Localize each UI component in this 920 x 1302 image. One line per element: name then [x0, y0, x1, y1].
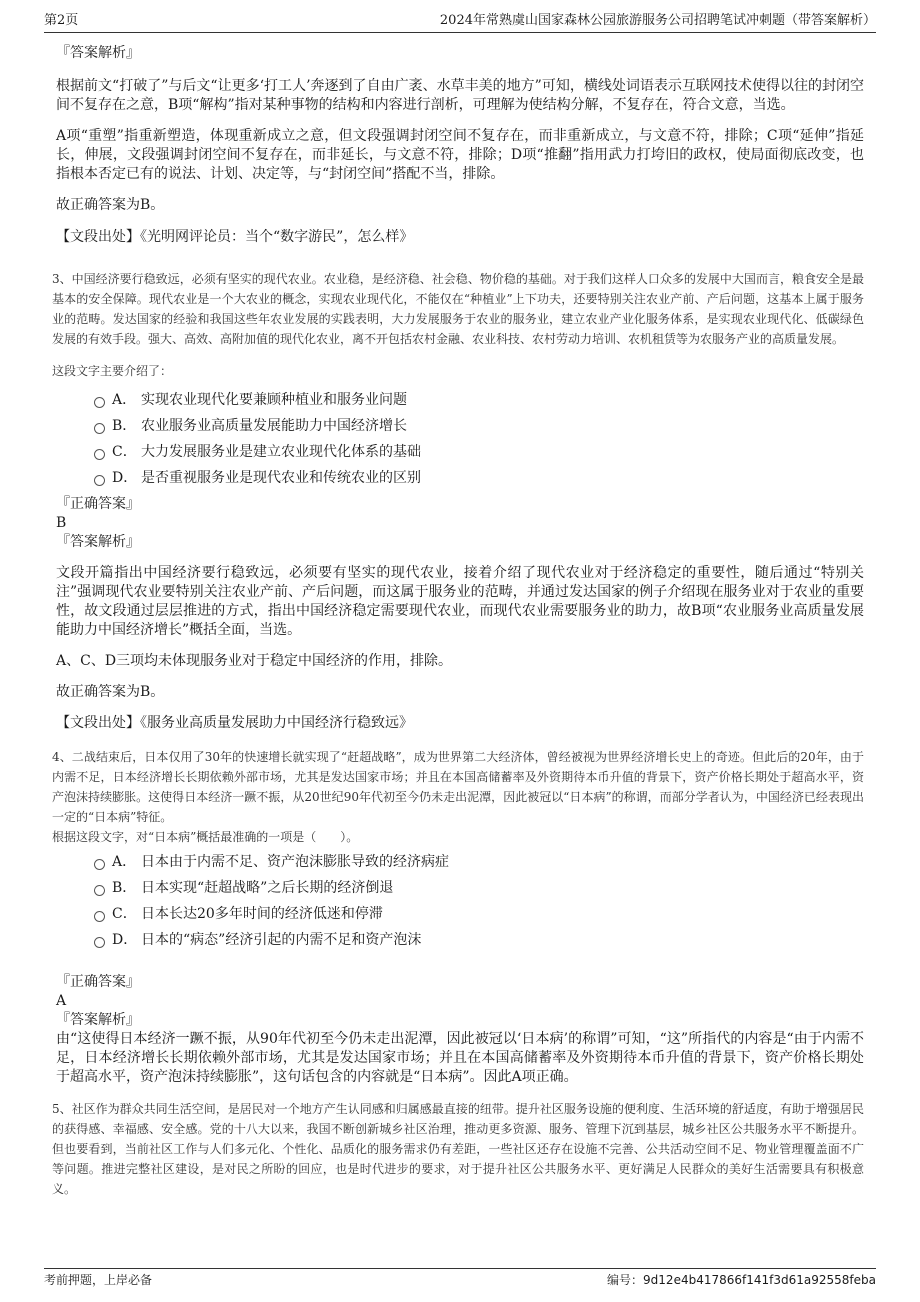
option-text: 是否重视服务业是现代农业和传统农业的区别	[141, 470, 421, 486]
q3-analysis-p1: 文段开篇指出中国经济要行稳致远，必须要有坚实的现代农业，接着介绍了现代农业对于经济稳定的重要性，随后通过“特别关注”强调现代农业要特别关注农业产前、产后问题，而这属于服务业的范畴，并通过发达国家的例子介绍现在服务业对于农业的重要性，故文段通过层层推进的方式，指出中国经济稳定需要现代农业，而现代农业需要服务业的助力，故B项“农业服务业高质量发展能助力中国经济增长”概括全面，当选。	[56, 565, 864, 638]
q2-analysis-label: 『答案解析』	[56, 45, 140, 61]
q3-options	[56, 391, 864, 495]
footer-slogan: 考前押题，上岸必备	[44, 1273, 153, 1287]
q3-analysis-p2: A、C、D三项均未体现服务业对于稳定中国经济的作用，排除。	[56, 653, 453, 669]
radio-icon[interactable]	[94, 911, 105, 922]
q5-stem: 5、社区作为群众共同生活空间，是居民对一个地方产生认同感和归属感最直接的纽带。提升社区服务设施的便利度、生活环境的舒适度，有助于增强居民的获得感、幸福感、安全感。党的十八大以来，我国不断创新城乡社区治理，推动更多资源、服务、管理下沉到基层，城乡社区公共服务水平不断提升。但也要看到，当前社区工作与人们多元化、个性化、品质化的服务需求仍有差距，一些社区还存在设施不完善、公共活动空间不足、物业管理覆盖面不广等问题。推进完整社区建设，是对民之所盼的回应，也是时代进步的要求，对于提升社区公共服务水平、更好满足人民群众的美好生活需要具有积极意义。	[52, 1102, 864, 1196]
q2-analysis-p3: 故正确答案为B。	[56, 197, 165, 213]
q4-option-b[interactable]	[56, 879, 864, 905]
option-text: 日本由于内需不足、资产泡沫膨胀导致的经济病症	[141, 854, 449, 870]
page-number: 第2页	[44, 13, 79, 28]
page-content	[52, 36, 864, 1199]
q3-question: 这段文字主要介绍了：	[52, 364, 173, 378]
option-text: 实现农业现代化要兼顾种植业和服务业问题	[141, 392, 407, 408]
q4-option-a[interactable]	[56, 853, 864, 879]
option-letter: A．	[112, 854, 137, 870]
q2-source: 【文段出处】《光明网评论员：当个“数字游民”，怎么样》	[56, 229, 414, 245]
option-text: 日本长达20多年时间的经济低迷和停滞	[141, 906, 383, 922]
option-letter: B．	[112, 880, 137, 896]
page-footer	[44, 1268, 876, 1291]
radio-icon[interactable]	[94, 937, 105, 948]
option-letter: D．	[112, 470, 138, 486]
q4-answer-label: 『正确答案』	[56, 974, 140, 990]
q4-options	[56, 853, 864, 957]
q3-analysis-label: 『答案解析』	[56, 534, 140, 550]
q3-option-c[interactable]	[56, 443, 864, 469]
radio-icon[interactable]	[94, 449, 105, 460]
q4-question: 根据这段文字，对“日本病”概括最准确的一项是（ ）。	[52, 830, 359, 844]
q3-option-a[interactable]	[56, 391, 864, 417]
q3-answer: B	[56, 515, 67, 531]
option-text: 大力发展服务业是建立农业现代化体系的基础	[141, 444, 421, 460]
radio-icon[interactable]	[94, 475, 105, 486]
option-letter: D．	[112, 932, 138, 948]
q3-answer-label: 『正确答案』	[56, 496, 140, 512]
q3-source: 【文段出处】《服务业高质量发展助力中国经济行稳致远》	[56, 715, 413, 731]
radio-icon[interactable]	[94, 423, 105, 434]
q4-analysis-p1: 由“这使得日本经济一蹶不振，从90年代初至今仍未走出泥潭，因此被冠以‘日本病’的称谓”可知，“这”所指代的内容是“由于内需不足，日本经济增长长期依赖外部市场，尤其是发达国家市场；并且在本国高储蓄率及外资期待本币升值的背景下，资产价格长期处于超高水平，资产泡沫持续膨胀”，这句话包含的内容就是“日本病”。因此A项正确。	[56, 1031, 864, 1085]
q3-analysis-p3: 故正确答案为B。	[56, 684, 165, 700]
q3-stem: 3、中国经济要行稳致远，必须有坚实的现代农业。农业稳，是经济稳、社会稳、物价稳的基础。对于我们这样人口众多的发展中大国而言，粮食安全是最基本的安全保障。现代农业是一个大农业的概念，实现农业现代化，不能仅在“种植业”上下功夫，还要特别关注农业产前、产后问题，这基本上属于服务业的范畴。发达国家的经验和我国这些年农业发展的实践表明，大力发展服务于农业的服务业，建立农业产业化服务体系，是实现农业现代化、低碳绿色发展的有效手段。强大、高效、高附加值的现代化农业，离不开包括农村金融、农业科技、农村劳动力培训、农机租赁等为农服务产业的高质量发展。	[52, 272, 864, 346]
q4-analysis-label: 『答案解析』	[56, 1012, 140, 1028]
q3-option-d[interactable]	[56, 469, 864, 495]
radio-icon[interactable]	[94, 397, 105, 408]
document-title: 2024年常熟虞山国家森林公园旅游服务公司招聘笔试冲刺题（带答案解析）	[439, 13, 876, 28]
radio-icon[interactable]	[94, 859, 105, 870]
q4-stem: 4、二战结束后，日本仅用了30年的快速增长就实现了“赶超战略”，成为世界第二大经济体，曾经被视为世界经济增长史上的奇迹。但此后的20年，由于内需不足，日本经济增长长期依赖外部市场，尤其是发达国家市场；并且在本国高储蓄率及外资期待本币升值的背景下，资产价格长期处于超高水平，资产泡沫持续膨胀。这使得日本经济一蹶不振，从20世纪90年代初至今仍未走出泥潭，因此被冠以“日本病”的称谓，而部分学者认为，中国经济已经表现出一定的“日本病”特征。	[52, 750, 864, 824]
option-text: 日本的“病态”经济引起的内需不足和资产泡沫	[141, 932, 422, 948]
option-text: 日本实现“赶超战略”之后长期的经济倒退	[141, 880, 394, 896]
q4-answer: A	[56, 993, 67, 1009]
option-letter: C．	[112, 444, 137, 460]
document-id: 编号：9d12e4b417866f141f3d61a92558feba	[607, 1273, 876, 1287]
page-header	[44, 10, 876, 33]
q2-analysis-p2: A项“重塑”指重新塑造，体现重新成立之意，但文段强调封闭空间不复存在，而非重新成立，与文意不符，排除；C项“延伸”指延长，伸展，文段强调封闭空间不复存在，而非延长，与文意不符，排除；D项“推翻”指用武力打垮旧的政权，使局面彻底改变，也指根本否定已有的说法、计划、决定等，与“封闭空间”搭配不当，排除。	[56, 128, 864, 182]
q4-option-d[interactable]	[56, 931, 864, 957]
q4-option-c[interactable]	[56, 905, 864, 931]
option-text: 农业服务业高质量发展能助力中国经济增长	[141, 418, 407, 434]
q3-option-b[interactable]	[56, 417, 864, 443]
option-letter: A．	[112, 392, 137, 408]
option-letter: C．	[112, 906, 137, 922]
option-letter: B．	[112, 418, 137, 434]
q2-analysis-p1: 根据前文“打破了”与后文“让更多‘打工人’奔逐到了自由广袤、水草丰美的地方”可知，横线处词语表示互联网技术使得以往的封闭空间不复存在之意，B项“解构”指对某种事物的结构和内容进行剖析，可理解为使结构分解，不复存在，符合文意，当选。	[56, 78, 864, 113]
radio-icon[interactable]	[94, 885, 105, 896]
